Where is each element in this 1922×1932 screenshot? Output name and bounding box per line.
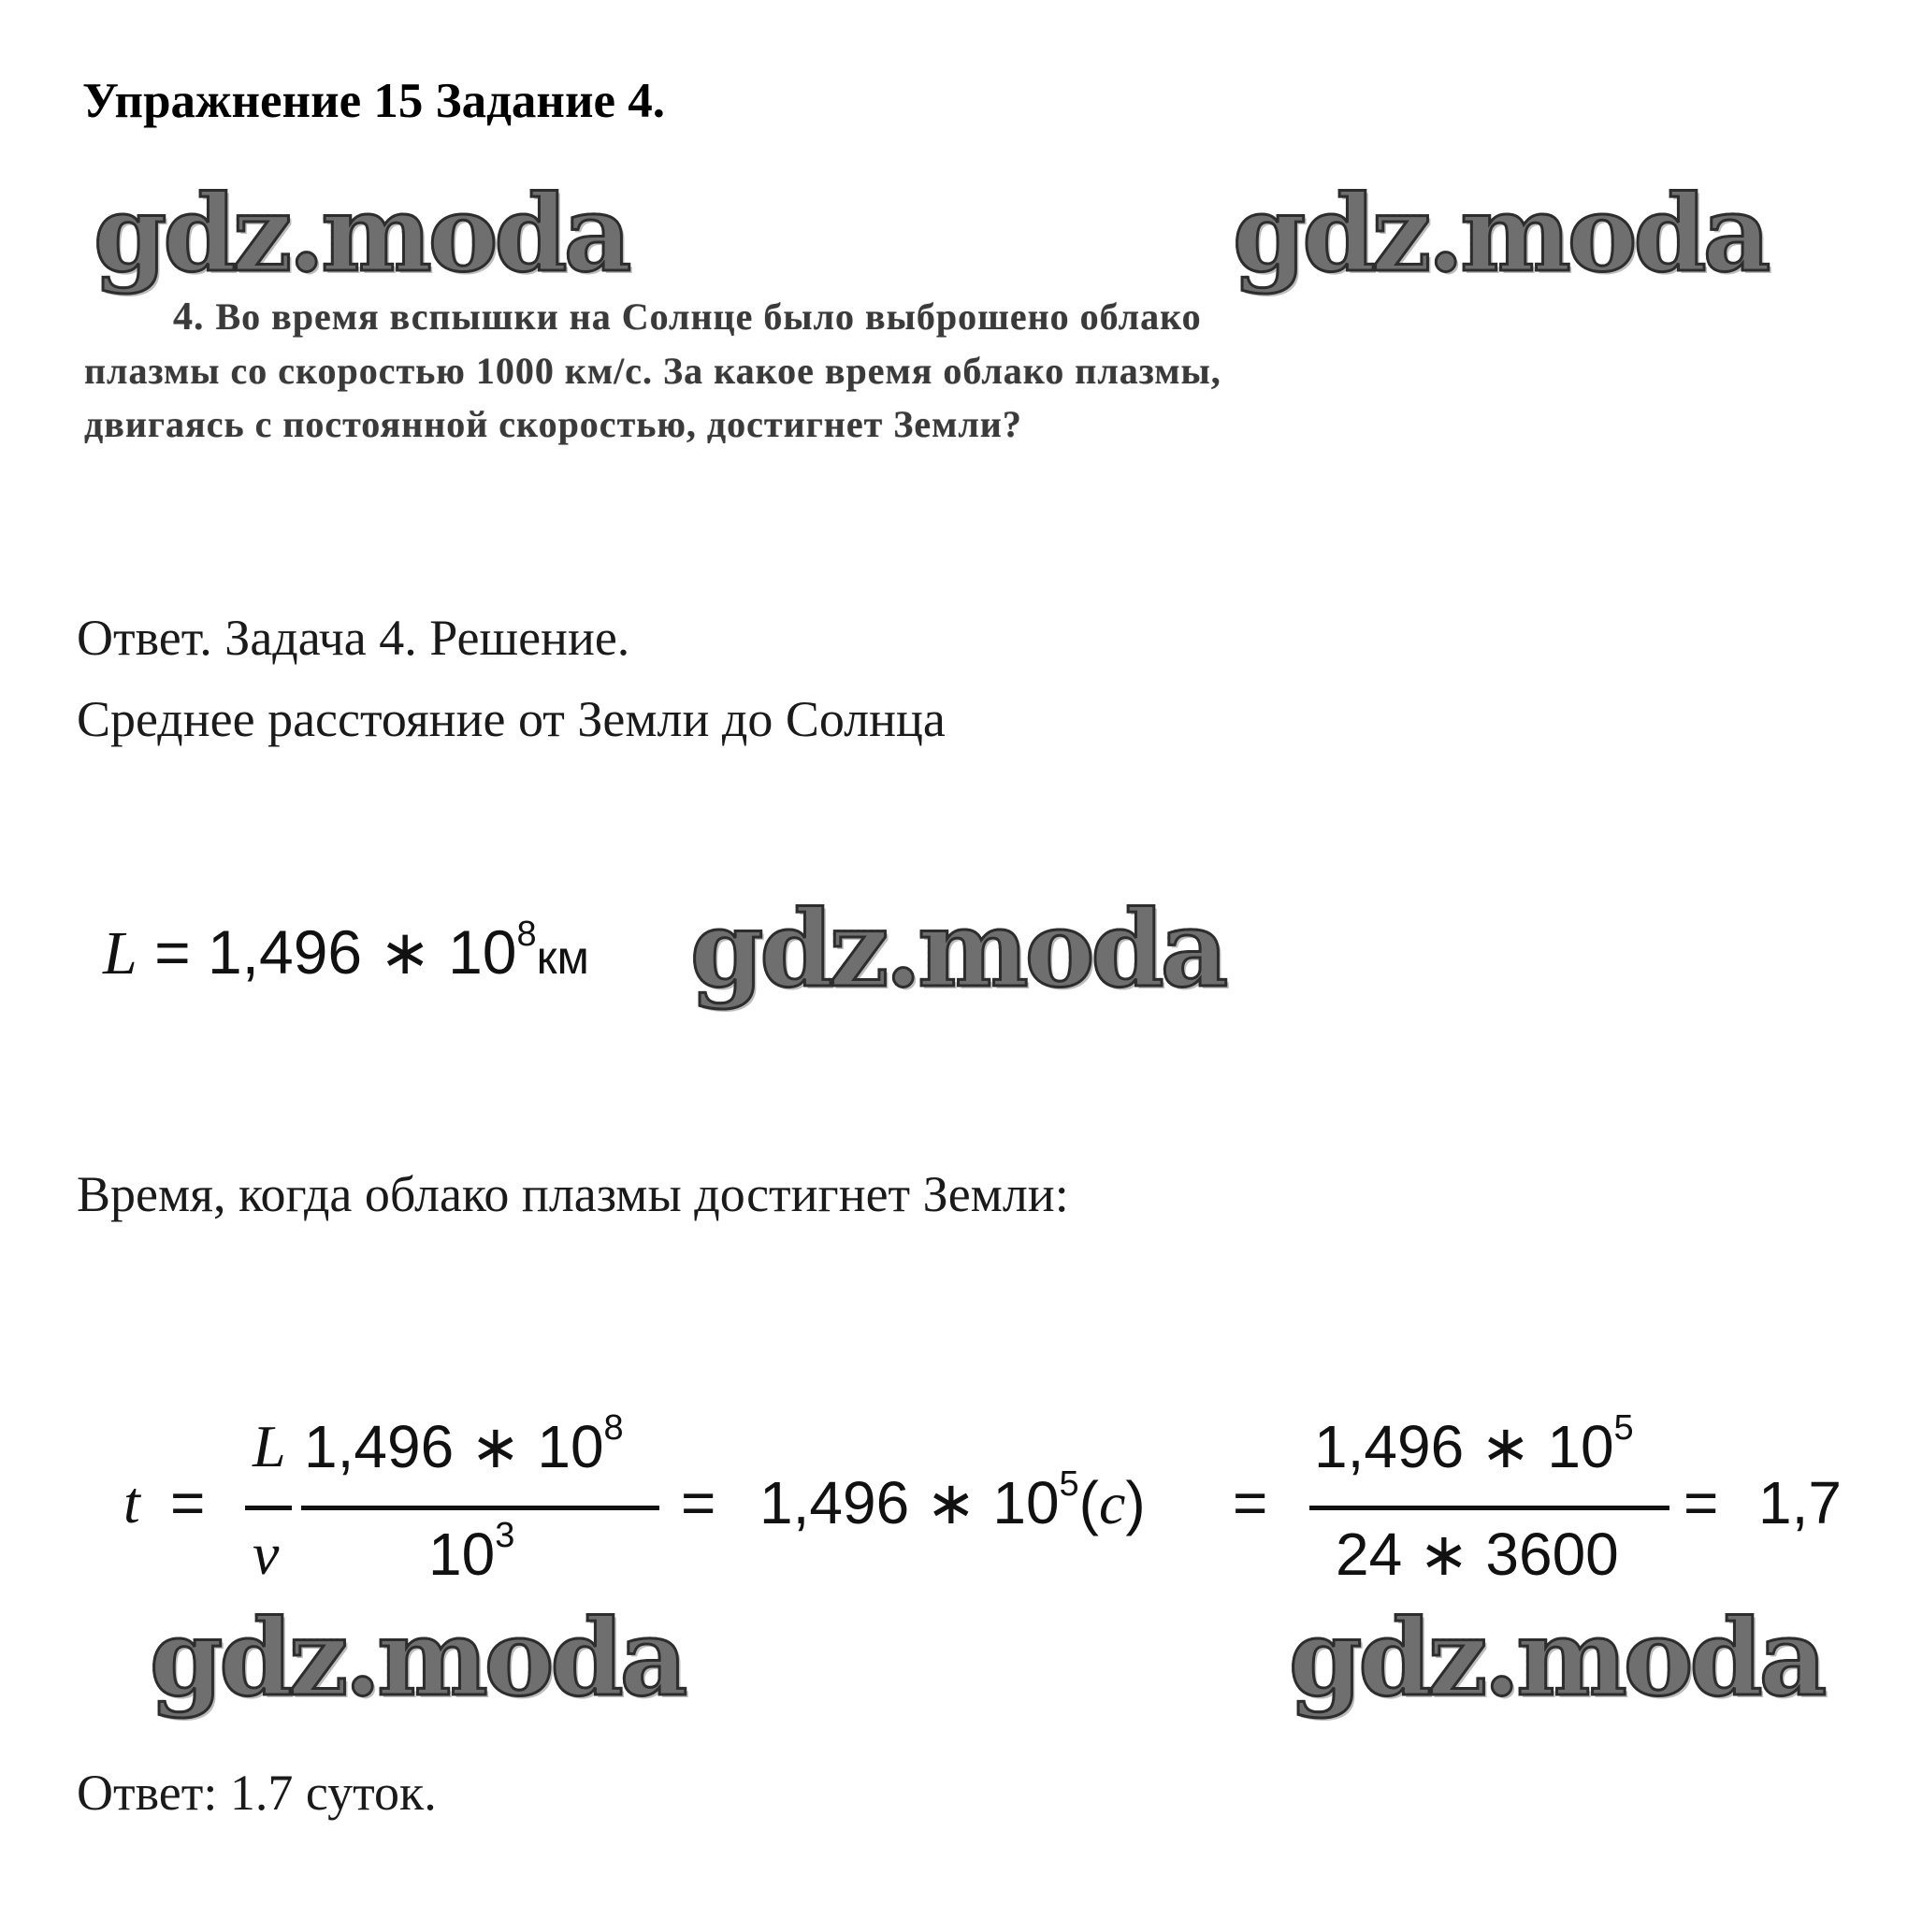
watermark: gdz.moda bbox=[1233, 173, 1768, 296]
result-seconds: 1,496 ∗ $10^5(c)$ bbox=[759, 1464, 1146, 1536]
formula-equals: = bbox=[170, 1469, 206, 1536]
watermark: gdz.moda bbox=[150, 1597, 685, 1720]
formula-equals: = bbox=[681, 1469, 716, 1536]
fraction-numerator: 1,496 ∗ $10^5$ bbox=[1314, 1408, 1634, 1480]
watermark: gdz.moda bbox=[94, 173, 629, 296]
formula-var-t: t bbox=[123, 1469, 140, 1536]
formula-equals: = bbox=[1684, 1469, 1719, 1536]
distance-description: Среднее расстояние от Земли до Солнца bbox=[77, 691, 946, 747]
fraction-denominator: $10^3$ bbox=[428, 1516, 515, 1588]
formula-equals: = bbox=[1233, 1469, 1268, 1536]
exercise-heading: Упражнение 15 Задание 4. bbox=[82, 74, 666, 128]
formula-equals: = bbox=[154, 917, 191, 987]
fraction-numerator-L: L bbox=[253, 1413, 286, 1479]
watermark: gdz.moda bbox=[690, 888, 1225, 1011]
formula-mantissa: 1,496 ∗ 10 bbox=[207, 917, 517, 987]
fraction-bar bbox=[245, 1506, 292, 1510]
formula-exponent: 8 bbox=[516, 915, 537, 954]
fraction-denominator-v: v bbox=[253, 1521, 280, 1587]
formula-unit: км bbox=[536, 931, 589, 984]
watermark: gdz.moda bbox=[1289, 1597, 1824, 1720]
problem-line-3: двигаясь с постоянной скоростью, достигнет Земли? bbox=[84, 403, 1022, 445]
fraction-numerator: 1,496 ∗ $10^8$ bbox=[304, 1408, 624, 1480]
final-result: 1,7 bbox=[1758, 1469, 1842, 1536]
problem-text-1: Во время вспышки на Солнце было выброшено облако bbox=[215, 296, 1202, 338]
fraction-bar bbox=[1309, 1506, 1669, 1510]
problem-line-2: плазмы со скоростью 1000 км/с. За какое время облако плазмы, bbox=[84, 350, 1221, 392]
final-answer: Ответ: 1.7 суток. bbox=[77, 1765, 437, 1821]
fraction-bar bbox=[301, 1506, 659, 1510]
formula-var-L: L bbox=[103, 919, 137, 988]
time-description: Время, когда облако плазмы достигнет Земли: bbox=[77, 1166, 1069, 1222]
fraction-denominator: 24 ∗ 3600 bbox=[1336, 1521, 1619, 1588]
problem-number: 4. bbox=[173, 296, 205, 339]
solution-intro: Ответ. Задача 4. Решение. bbox=[77, 610, 630, 666]
